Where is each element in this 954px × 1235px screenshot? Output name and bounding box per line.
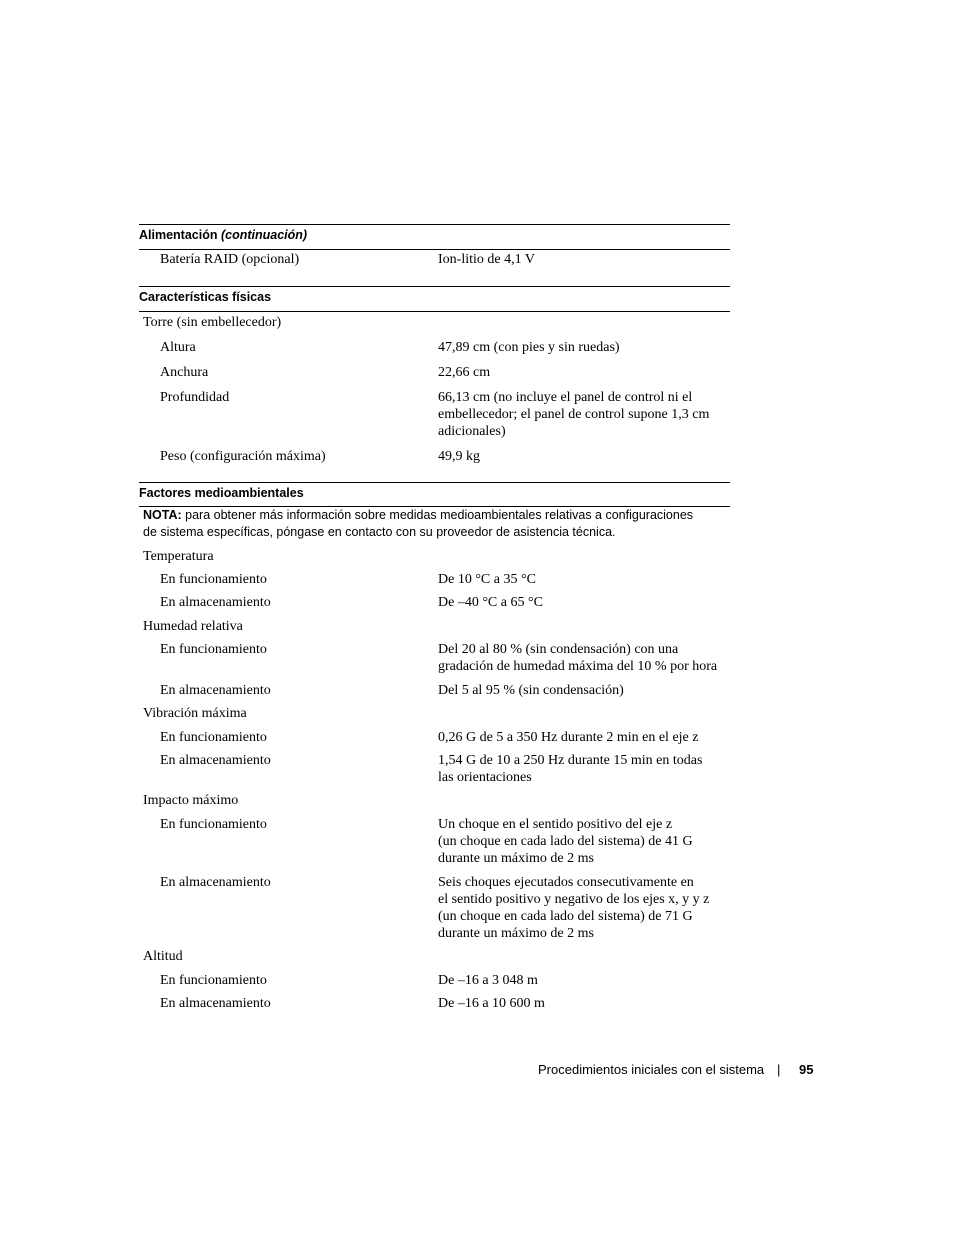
temperature-st-label: En almacenamiento xyxy=(160,595,271,610)
tower-heading: Torre (sin embellecedor) xyxy=(143,315,282,330)
vibration-heading: Vibración máxima xyxy=(143,706,247,721)
shock-heading: Impacto máximo xyxy=(143,793,239,808)
note-prefix: NOTA: xyxy=(143,508,182,522)
raid-battery-label: Batería RAID (opcional) xyxy=(160,252,300,267)
shock-st-label: En almacenamiento xyxy=(160,875,271,890)
section-title-suffix: (continuación) xyxy=(220,228,308,242)
section-title: Alimentación xyxy=(139,228,218,242)
footer-separator: | xyxy=(777,1062,781,1077)
note-line-1 xyxy=(143,507,730,524)
height-label: Altura xyxy=(160,340,196,355)
altitude-op-label: En funcionamiento xyxy=(160,973,267,988)
note-line-2: de sistema específicas, póngase en contacto con su proveedor de asistencia técnica. xyxy=(143,525,616,539)
humidity-st-value: Del 5 al 95 % (sin condensación) xyxy=(438,683,624,698)
footer-page-number: 95 xyxy=(799,1062,814,1077)
shock-op-value-line-2: (un choque en cada lado del sistema) de 41 G xyxy=(438,834,693,849)
weight-label: Peso (configuración máxima) xyxy=(160,449,326,464)
temperature-op-value: De 10 °C a 35 °C xyxy=(438,572,536,587)
shock-st-value-line-3: (un choque en cada lado del sistema) de 71 G xyxy=(438,909,693,924)
humidity-st-label: En almacenamiento xyxy=(160,683,271,698)
rule-top-medioambientales xyxy=(139,482,730,483)
temperature-st-value: De –40 °C a 65 °C xyxy=(438,595,543,610)
depth-value-line-3: adicionales) xyxy=(438,424,506,439)
rule-bottom-alimentacion xyxy=(139,249,730,250)
depth-label: Profundidad xyxy=(160,390,230,405)
weight-value: 49,9 kg xyxy=(438,449,480,464)
humidity-op-value-line-1: Del 20 al 80 % (sin condensación) con una xyxy=(438,642,679,657)
depth-value-line-1: 66,13 cm (no incluye el panel de control ni el xyxy=(438,390,693,405)
raid-battery-value: Ion-litio de 4,1 V xyxy=(438,252,535,267)
altitude-heading: Altitud xyxy=(143,949,183,964)
vibration-st-value-line-1: 1,54 G de 10 a 250 Hz durante 15 min en todas xyxy=(438,753,703,768)
altitude-op-value: De –16 a 3 048 m xyxy=(438,973,538,988)
rule-bottom-fisicas xyxy=(139,311,730,312)
temperature-heading: Temperatura xyxy=(143,549,214,564)
rule-top-alimentacion xyxy=(139,224,730,225)
vibration-op-label: En funcionamiento xyxy=(160,730,267,745)
height-value: 47,89 cm (con pies y sin ruedas) xyxy=(438,340,620,355)
shock-st-value-line-4: durante un máximo de 2 ms xyxy=(438,926,594,941)
width-label: Anchura xyxy=(160,365,209,380)
humidity-op-label: En funcionamiento xyxy=(160,642,267,657)
humidity-op-value-line-2: gradación de humedad máxima del 10 % por hora xyxy=(438,659,718,674)
vibration-st-value-line-2: las orientaciones xyxy=(438,770,532,785)
section-header-medioambientales: Factores medioambientales xyxy=(139,486,304,500)
altitude-st-value: De –16 a 10 600 m xyxy=(438,996,545,1011)
shock-op-value-line-3: durante un máximo de 2 ms xyxy=(438,851,594,866)
shock-st-value-line-1: Seis choques ejecutados consecutivamente en xyxy=(438,875,694,890)
depth-value-line-2: embellecedor; el panel de control supone 1,3 cm xyxy=(438,407,710,422)
footer-chapter-title: Procedimientos iniciales con el sistema xyxy=(538,1062,765,1077)
shock-st-value-line-2: el sentido positivo y negativo de los ejes x, y y z xyxy=(438,892,710,907)
width-value: 22,66 cm xyxy=(438,365,491,380)
shock-op-value-line-1: Un choque en el sentido positivo del eje z xyxy=(438,817,673,832)
section-header-fisicas: Características físicas xyxy=(139,290,272,304)
vibration-op-value: 0,26 G de 5 a 350 Hz durante 2 min en el eje z xyxy=(438,730,699,745)
shock-op-label: En funcionamiento xyxy=(160,817,267,832)
altitude-st-label: En almacenamiento xyxy=(160,996,271,1011)
rule-top-fisicas xyxy=(139,286,730,287)
section-header-alimentacion xyxy=(139,228,730,242)
vibration-st-label: En almacenamiento xyxy=(160,753,271,768)
note-text-1: para obtener más información sobre medidas medioambientales relativas a configuraciones xyxy=(181,508,694,522)
temperature-op-label: En funcionamiento xyxy=(160,572,267,587)
humidity-heading: Humedad relativa xyxy=(143,619,243,634)
